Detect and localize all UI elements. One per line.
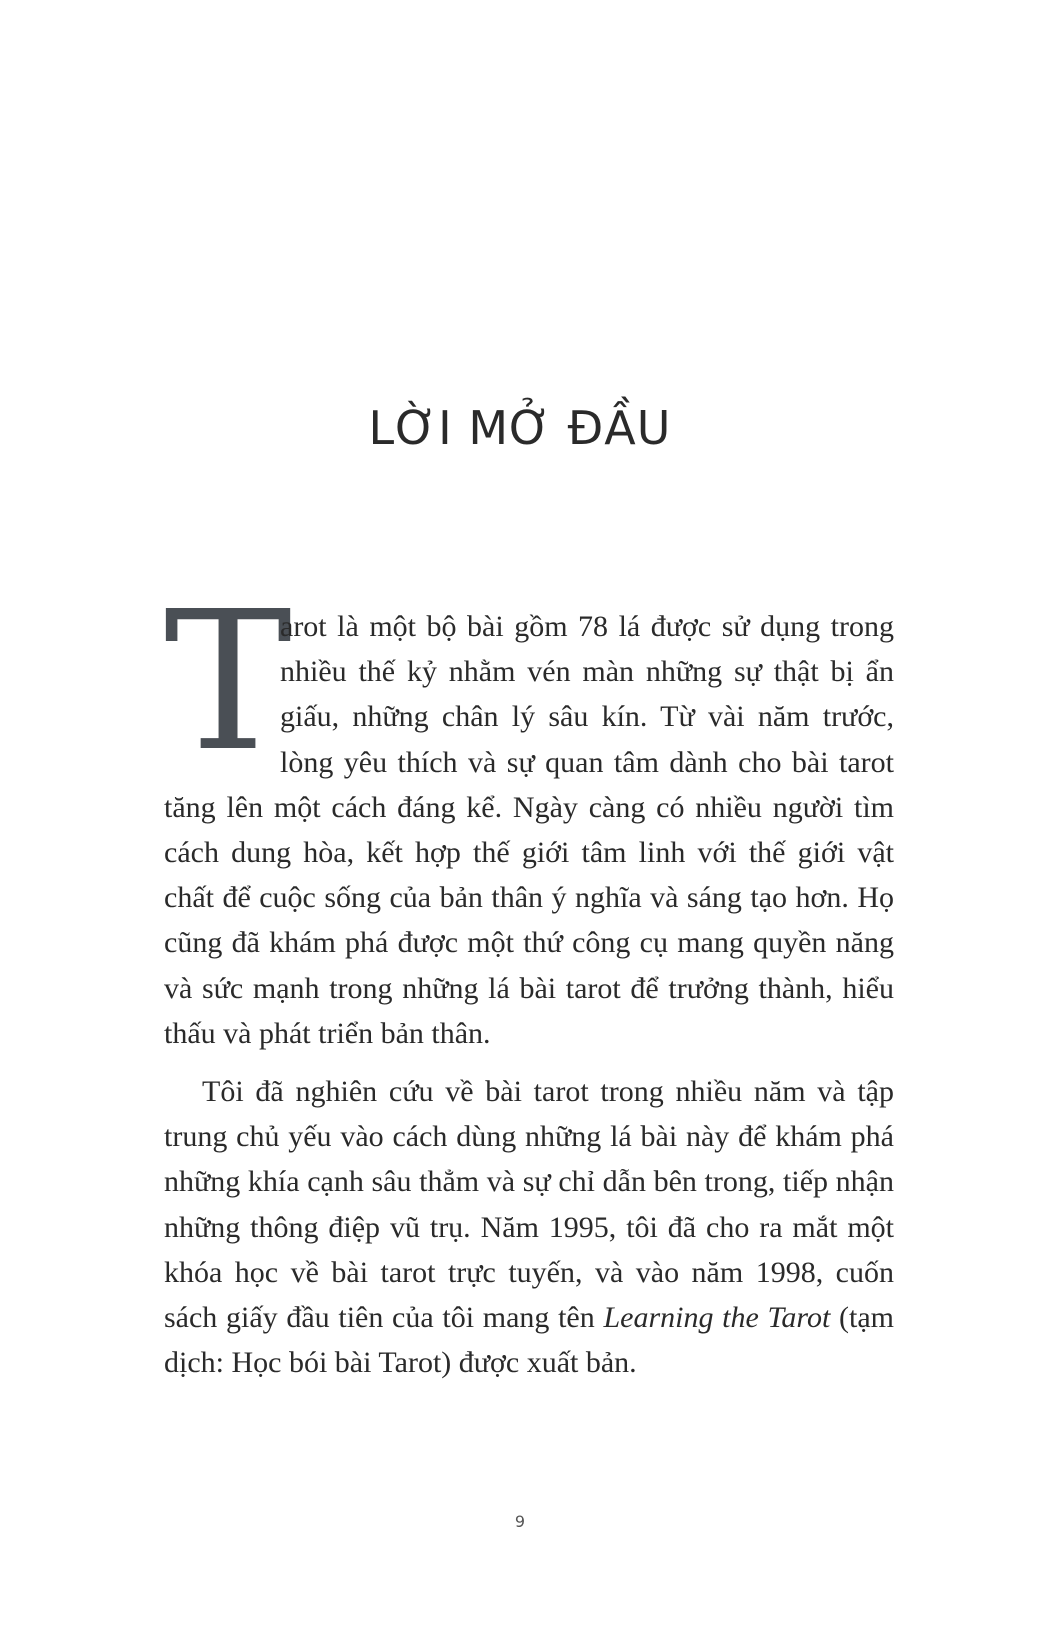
paragraph-2-text-after: (tạm dịch: Học bói bài Tarot) được xuất bản.: [164, 1301, 894, 1380]
book-title: Learning the Tarot: [603, 1301, 831, 1335]
paragraph-1-text: arot là một bộ bài gồm 78 lá được sử dụng trong nhiều thế kỷ nhằm vén màn những sự thật bị ẩn giấu, những chân lý sâu kín. Từ vài năm trước, lòng yêu thích và sự quan tâm dành cho bài tarot tăng lên một cách đáng kể. Ngày càng có nhiều người tìm cách dung hòa, kết hợp thế giới tâm linh với thế giới vật chất để cuộc sống của bản thân ý nghĩa và sáng tạo hơn. Họ cũng đã khám phá được một thứ công cụ mang quyền năng và sức mạnh trong những lá bài tarot để trưởng thành, hiểu thấu và phát triển bản thân.: [164, 610, 894, 1050]
paragraph-2-text-before: Tôi đã nghiên cứu về bài tarot trong nhiều năm và tập trung chủ yếu vào cách dùng những lá bài này để khám phá những khía cạnh sâu thẳm và sự chỉ dẫn bên trong, tiếp nhận những thông điệp vũ trụ. Năm 1995, tôi đã cho ra mắt một khóa học về bài tarot trực tuyến, và vào năm 1998, cuốn sách giấy đầu tiên của tôi mang tên: [164, 1075, 894, 1335]
page-number: 9: [514, 1512, 526, 1531]
body-text: [164, 571, 894, 1385]
paragraph-1: [164, 571, 894, 1056]
drop-cap: T: [164, 571, 293, 794]
paragraph-2: [164, 1069, 894, 1385]
chapter-title: LỜI MỞ ĐẦU: [368, 401, 672, 455]
